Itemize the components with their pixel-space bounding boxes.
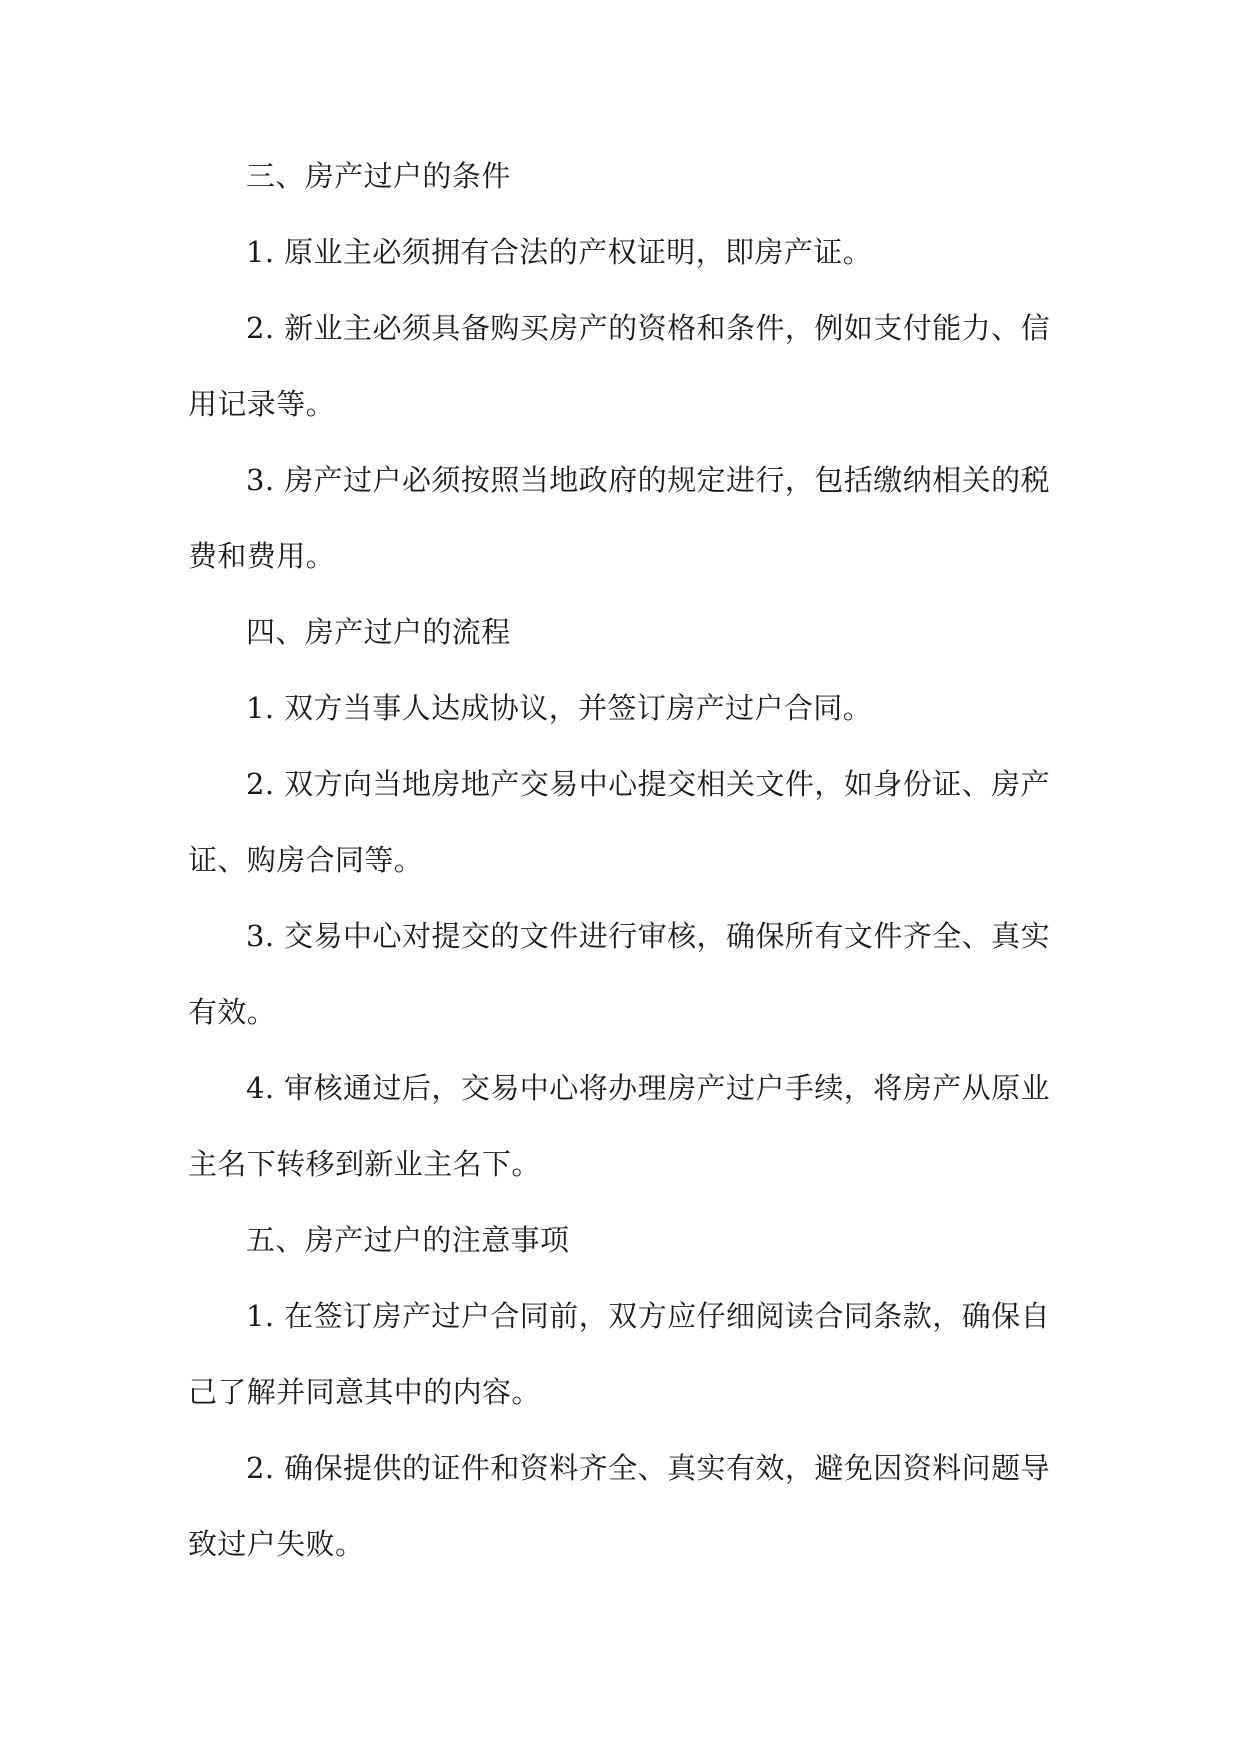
list-item: 2. 双方向当地房地产交易中心提交相关文件，如身份证、房产证、购房合同等。 [188, 767, 1050, 877]
list-item: 1. 原业主必须拥有合法的产权证明，即房产证。 [246, 235, 873, 269]
list-item: 2. 确保提供的证件和资料齐全、真实有效，避免因资料问题导致过户失败。 [188, 1451, 1050, 1561]
list-item: 3. 房产过户必须按照当地政府的规定进行，包括缴纳相关的税费和费用。 [188, 463, 1050, 573]
section-heading-conditions: 三、房产过户的条件 [246, 159, 511, 193]
list-item: 4. 审核通过后，交易中心将办理房产过户手续，将房产从原业主名下转移到新业主名下。 [188, 1071, 1050, 1181]
section-heading-notes: 五、房产过户的注意事项 [246, 1223, 570, 1257]
list-item: 1. 双方当事人达成协议，并签订房产过户合同。 [246, 691, 873, 725]
list-item: 3. 交易中心对提交的文件进行审核，确保所有文件齐全、真实有效。 [188, 919, 1050, 1029]
section-heading-process: 四、房产过户的流程 [246, 615, 511, 649]
document-body [188, 138, 1050, 1582]
list-item: 1. 在签订房产过户合同前，双方应仔细阅读合同条款，确保自己了解并同意其中的内容。 [188, 1299, 1050, 1409]
list-item: 2. 新业主必须具备购买房产的资格和条件，例如支付能力、信用记录等。 [188, 311, 1050, 421]
